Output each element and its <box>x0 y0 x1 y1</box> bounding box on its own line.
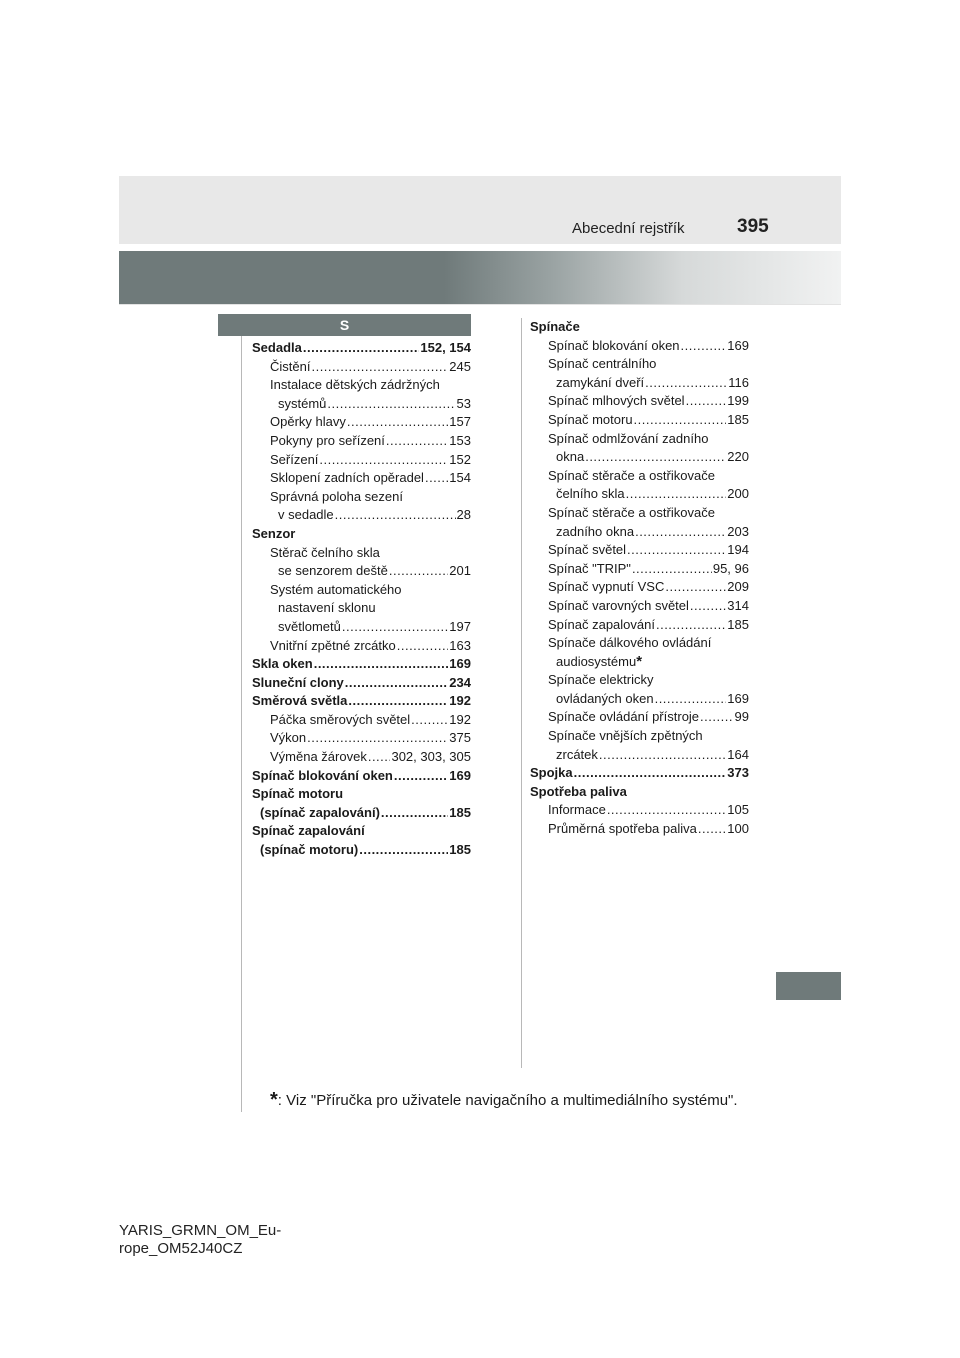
index-entry-text: Spínač motoru <box>252 786 344 802</box>
index-entry <box>252 711 471 730</box>
index-entry-page: 185 <box>449 804 471 820</box>
index-entry-page: 169 <box>449 656 471 672</box>
leader-dots <box>665 578 726 597</box>
index-entry-page: 192 <box>449 693 471 709</box>
index-entry-page: 169 <box>449 767 471 783</box>
index-entry-page: 157 <box>449 414 471 430</box>
leader-dots <box>348 692 448 711</box>
index-entry <box>252 544 471 563</box>
leader-dots <box>303 339 420 358</box>
index-entry <box>252 637 471 656</box>
left-margin-rule <box>241 336 242 1112</box>
index-entry <box>252 506 471 525</box>
index-entry <box>530 783 749 802</box>
leader-dots <box>698 820 726 839</box>
index-entry <box>252 692 471 711</box>
index-entry <box>530 467 749 486</box>
index-entry-text: systémů <box>278 395 327 411</box>
index-entry <box>530 820 749 839</box>
leader-dots <box>634 411 727 430</box>
index-entry-text: čelního skla <box>556 486 625 502</box>
index-entry-text: Spínače ovládání přístroje <box>548 709 700 725</box>
index-entry-page: 199 <box>727 393 749 409</box>
leader-dots <box>311 358 448 377</box>
document-id-line-2: rope_OM52J40CZ <box>119 1240 243 1257</box>
index-entry-text: Spínač odmlžování zadního <box>548 430 709 446</box>
leader-dots <box>632 560 712 579</box>
index-entry <box>252 804 471 823</box>
document-id <box>119 1222 281 1258</box>
index-entry-page: 154 <box>449 470 471 486</box>
index-entry <box>530 727 749 746</box>
header-divider <box>119 304 841 305</box>
index-entry-page: 185 <box>727 411 749 427</box>
index-entry-text: Spínač stěrače a ostřikovače <box>548 467 715 483</box>
index-entry-text: Seřízení <box>270 451 319 467</box>
index-entry-page: 373 <box>727 765 749 781</box>
index-entry <box>530 337 749 356</box>
index-entry-page: 375 <box>449 730 471 746</box>
index-entry-text: Pokyny pro seřízení <box>270 432 385 448</box>
leader-dots <box>686 392 727 411</box>
index-entry-text: Spínač centrálního <box>548 356 657 372</box>
index-entry-text: Správná poloha sezení <box>270 488 403 504</box>
index-entry <box>252 432 471 451</box>
index-entry <box>252 674 471 693</box>
index-entry-page: 100 <box>727 821 749 837</box>
page-number: 395 <box>737 216 769 237</box>
leader-dots <box>386 432 448 451</box>
index-entry-text: Stěrač čelního skla <box>270 544 380 560</box>
index-entry <box>252 469 471 488</box>
index-entry-text: Spojka <box>530 765 573 781</box>
leader-dots <box>655 690 727 709</box>
index-entry-text: Spínače elektricky <box>548 672 654 688</box>
leader-dots <box>307 729 448 748</box>
index-entry-text: Spínače dálkového ovládání <box>548 635 712 651</box>
index-entry-page: 200 <box>727 486 749 502</box>
leader-dots <box>645 374 727 393</box>
index-entry-page: 302, 303, 305 <box>391 749 471 765</box>
index-entry <box>530 523 749 542</box>
index-column-right <box>530 318 749 839</box>
index-entry-text: Spínač "TRIP" <box>548 560 631 576</box>
index-entry-page: 53 <box>456 395 471 411</box>
index-entry <box>252 395 471 414</box>
index-entry <box>530 374 749 393</box>
index-entry-page: 153 <box>449 432 471 448</box>
index-entry-text: Výměna žárovek <box>270 749 367 765</box>
leader-dots <box>607 801 726 820</box>
leader-dots <box>359 841 448 860</box>
index-entry <box>530 764 749 783</box>
index-entry <box>530 411 749 430</box>
document-id-line-1: YARIS_GRMN_OM_Eu- <box>119 1222 282 1239</box>
index-entry <box>252 451 471 470</box>
index-entry-text: Spínač světel <box>548 542 627 558</box>
index-entry-text: Spínač blokování oken <box>548 337 680 353</box>
index-entry <box>530 801 749 820</box>
index-entry-text: Spínač mlhových světel <box>548 393 685 409</box>
index-entry <box>530 690 749 709</box>
index-entry-page: 95, 96 <box>712 560 749 576</box>
leader-dots <box>381 804 448 823</box>
index-entry <box>530 430 749 449</box>
index-entry <box>252 413 471 432</box>
index-entry <box>530 318 749 337</box>
index-entry-text: v sedadle <box>278 507 334 523</box>
leader-dots <box>345 674 449 693</box>
index-entry-text: Spínač zapalování <box>252 823 365 839</box>
index-entry-text: Vnitřní zpětné zrcátko <box>270 637 396 653</box>
index-entry <box>530 355 749 374</box>
index-entry-text: zamykání dveří <box>556 374 645 390</box>
index-entry <box>530 392 749 411</box>
index-entry-page: 164 <box>727 746 749 762</box>
leader-dots <box>626 485 727 504</box>
index-entry-page: 209 <box>727 579 749 595</box>
thumb-index-tab <box>776 972 841 1000</box>
index-entry <box>530 597 749 616</box>
index-entry <box>252 339 471 358</box>
index-entry <box>252 525 471 544</box>
index-entry-page: 99 <box>734 709 749 725</box>
index-entry-page: 194 <box>727 542 749 558</box>
index-entry-text: Senzor <box>252 525 296 541</box>
index-entry-page: 220 <box>727 449 749 465</box>
leader-dots <box>335 506 456 525</box>
index-entry <box>252 562 471 581</box>
index-entry-page: 185 <box>727 616 749 632</box>
index-entry-text: Spotřeba paliva <box>530 783 627 799</box>
index-entry-text: Spínač zapalování <box>548 616 655 632</box>
index-entry <box>530 560 749 579</box>
index-entry <box>530 634 749 653</box>
leader-dots <box>342 618 448 637</box>
index-entry-text: Směrová světla <box>252 693 348 709</box>
leader-dots <box>599 746 726 765</box>
index-entry <box>252 618 471 637</box>
index-entry-text: Průměrná spotřeba paliva <box>548 821 697 837</box>
index-entry-page: 185 <box>449 842 471 858</box>
leader-dots <box>347 413 448 432</box>
index-entry-text: Sedadla <box>252 340 302 355</box>
section-title: Abecední rejstřík <box>572 220 685 237</box>
index-entry-text: Informace <box>548 802 606 818</box>
leader-dots <box>319 451 448 470</box>
leader-dots <box>627 541 726 560</box>
leader-dots <box>681 337 727 356</box>
index-entry-text: Spínače vnějších zpětných <box>548 728 703 744</box>
index-entry-text: Spínač blokování oken <box>252 767 393 783</box>
index-entry-text: zadního okna <box>556 523 635 539</box>
leader-dots <box>314 655 449 674</box>
leader-dots <box>327 395 455 414</box>
index-entry-text: Sluneční clony <box>252 674 344 690</box>
leader-dots <box>635 523 726 542</box>
leader-dots <box>700 708 733 727</box>
header-gradient-bar <box>119 251 841 304</box>
header-band <box>119 176 841 244</box>
index-entry-text: ovládaných oken <box>556 690 654 706</box>
index-entry-page: 197 <box>449 618 471 634</box>
index-entry <box>252 785 471 804</box>
index-entry-text: zrcátek <box>556 746 598 762</box>
index-column-left <box>252 339 471 860</box>
index-entry-text: Spínač vypnutí VSC <box>548 579 665 595</box>
index-entry-text: (spínač zapalování) <box>260 804 380 820</box>
index-entry-page: 169 <box>727 337 749 353</box>
index-entry-text: Instalace dětských zádržných <box>270 377 440 393</box>
leader-dots <box>411 711 448 730</box>
index-entry <box>252 599 471 618</box>
index-entry-page: 28 <box>456 507 471 523</box>
index-entry-text: (spínač motoru) <box>260 842 359 858</box>
index-entry-page: 314 <box>727 597 749 613</box>
leader-dots <box>656 616 726 635</box>
index-entry-text: audiosystému <box>556 653 637 669</box>
index-entry <box>252 488 471 507</box>
leader-dots <box>574 764 727 783</box>
index-entry <box>530 578 749 597</box>
index-entry <box>252 822 471 841</box>
index-entry-text: okna <box>556 449 585 465</box>
index-entry-text: Opěrky hlavy <box>270 414 346 430</box>
index-entry-text: Sklopení zadních opěradel <box>270 470 424 486</box>
index-entry <box>252 841 471 860</box>
index-entry-text: světlometů <box>278 618 341 634</box>
column-divider-rule <box>521 318 522 1068</box>
index-entry <box>530 708 749 727</box>
index-entry-text: Spínač stěrače a ostřikovače <box>548 504 715 520</box>
index-entry-text: Páčka směrových světel <box>270 711 411 727</box>
index-entry <box>530 616 749 635</box>
index-entry-page: 163 <box>449 637 471 653</box>
index-entry-page: 234 <box>449 674 471 690</box>
index-entry-text: Čistění <box>270 358 311 374</box>
footnote-marker: * <box>270 1089 278 1111</box>
footnote-text: : Viz "Příručka pro uživatele navigačního a multimediálního systému". <box>277 1092 738 1109</box>
index-entry-page: 203 <box>727 523 749 539</box>
index-entry-page: 169 <box>727 690 749 706</box>
index-entry-page: 105 <box>727 802 749 818</box>
index-entry-page: 192 <box>449 711 471 727</box>
index-entry-page: 152, 154 <box>420 340 471 355</box>
index-entry <box>530 746 749 765</box>
index-entry <box>252 655 471 674</box>
footnote <box>270 1089 738 1112</box>
index-entry <box>252 358 471 377</box>
index-entry <box>252 748 471 767</box>
index-entry-text: nastavení sklonu <box>278 600 376 616</box>
index-entry <box>530 448 749 467</box>
index-entry-text: se senzorem deště <box>278 563 388 579</box>
index-letter-heading: S <box>218 314 471 336</box>
index-entry-page: 201 <box>449 563 471 579</box>
index-entry-page: 116 <box>728 374 749 390</box>
index-entry <box>252 729 471 748</box>
index-entry-text: Skla oken <box>252 656 313 672</box>
leader-dots <box>389 562 448 581</box>
index-entry-page: 152 <box>449 451 471 467</box>
index-entry <box>252 767 471 786</box>
index-entry <box>530 504 749 523</box>
index-entry-text: Výkon <box>270 730 307 746</box>
index-entry: audiosystému * <box>556 652 643 670</box>
index-entry-text: Systém automatického <box>270 581 402 597</box>
index-entry-text: Spínače <box>530 319 580 334</box>
leader-dots <box>690 597 726 616</box>
index-entry-text: Spínač motoru <box>548 411 633 427</box>
index-entry <box>530 541 749 560</box>
index-entry-page: 245 <box>449 358 471 374</box>
leader-dots <box>397 637 449 656</box>
index-entry <box>530 671 749 690</box>
index-entry <box>530 485 749 504</box>
index-entry <box>252 376 471 395</box>
leader-dots <box>394 767 448 786</box>
leader-dots <box>368 748 391 767</box>
leader-dots <box>425 469 448 488</box>
leader-dots <box>585 448 726 467</box>
index-entry-text: Spínač varovných světel <box>548 597 689 613</box>
index-entry <box>252 581 471 600</box>
